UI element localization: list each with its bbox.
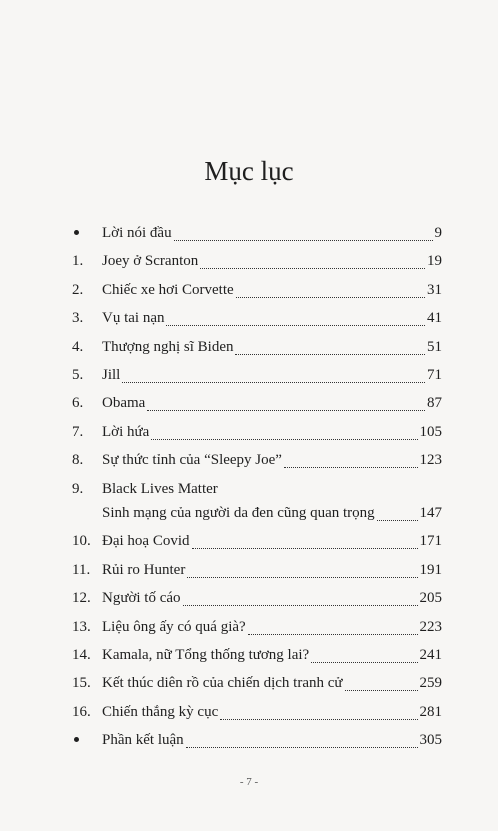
dot-leader (377, 520, 418, 521)
toc-entry (0, 586, 498, 610)
dot-leader (151, 439, 417, 440)
toc-entry-title: Chiếc xe hơi Corvette (102, 282, 234, 298)
dot-leader (345, 690, 418, 691)
toc-entry-number: 12. (72, 590, 91, 606)
toc-entry-title: Sự thức tỉnh của “Sleepy Joe” (102, 452, 282, 468)
toc-entry-number: 16. (72, 704, 91, 720)
toc-entry-page: 31 (427, 282, 442, 298)
dot-leader (235, 354, 425, 355)
toc-entry-number: 9. (72, 481, 84, 497)
page-title: Mục lục (204, 156, 294, 186)
toc-entry-number: 15. (72, 675, 91, 691)
toc-entry-number: 1. (72, 253, 84, 269)
toc-entry (0, 221, 498, 245)
toc-entry-line (102, 335, 442, 359)
dot-leader (174, 240, 433, 241)
toc-entry-title: Liệu ông ấy có quá già? (102, 619, 246, 635)
toc-entry-number: 10. (72, 533, 91, 549)
toc-entry (0, 728, 498, 752)
page-number: - 7 - (239, 776, 259, 788)
toc-entry (0, 448, 498, 472)
toc-entry-line (102, 420, 442, 444)
toc-entry-title: Rủi ro Hunter (102, 562, 186, 578)
toc-entry-line (102, 221, 442, 245)
bullet-icon (74, 737, 79, 742)
toc-entry-page: 9 (434, 225, 442, 241)
toc-entry-line (102, 306, 442, 330)
toc-entry (0, 420, 498, 444)
dot-leader (311, 662, 417, 663)
toc-entry-number: 6. (72, 395, 84, 411)
toc-entry (0, 529, 498, 553)
bullet-icon (74, 230, 79, 235)
toc-entry-line (102, 728, 442, 752)
toc-entry-number: 8. (72, 452, 84, 468)
dot-leader (248, 634, 418, 635)
toc-entry (0, 643, 498, 667)
dot-leader (187, 577, 417, 578)
toc-entry-continuation (0, 501, 498, 525)
toc-entry-number: 3. (72, 310, 84, 326)
toc-entry (0, 363, 498, 387)
toc-entry (0, 558, 498, 582)
toc-entry-number: 7. (72, 424, 84, 440)
toc-entry-title: Lời hứa (102, 424, 150, 440)
toc-entry (0, 477, 498, 501)
toc-entry (0, 700, 498, 724)
toc-entry-title: Lời nói đầu (102, 225, 172, 241)
toc-entry-line (102, 700, 442, 724)
toc-entry-number: 4. (72, 339, 84, 355)
toc-entry (0, 249, 498, 273)
toc-entry-line (102, 278, 442, 302)
toc-entry-page: 241 (419, 647, 442, 663)
toc-entry-line (102, 448, 442, 472)
toc-entry-number: 14. (72, 647, 91, 663)
toc-entry-title: Người tố cáo (102, 590, 181, 606)
toc-entry-line (102, 586, 442, 610)
toc-entry-line (102, 615, 442, 639)
toc-entry-title: Black Lives Matter (102, 481, 218, 497)
toc-entry-number: 5. (72, 367, 84, 383)
toc-entry (0, 671, 498, 695)
toc-entry-page: 123 (419, 452, 442, 468)
toc-entry-title: Chiến thắng kỳ cục (102, 704, 219, 720)
toc-entry-page: 281 (419, 704, 442, 720)
toc-entry-title: Obama (102, 395, 146, 411)
toc-entry-line (102, 671, 442, 695)
dot-leader (183, 605, 418, 606)
toc-entry-page: 147 (419, 505, 442, 521)
toc-entry-line (102, 558, 442, 582)
toc-entry-subtitle: Sinh mạng của người da đen cũng quan trọng (102, 505, 375, 521)
toc-entry-line (102, 529, 442, 553)
toc-entry-page: 87 (427, 395, 442, 411)
toc-entry-page: 19 (427, 253, 442, 269)
toc-entry-page: 223 (419, 619, 442, 635)
toc-entry-line (102, 501, 442, 525)
toc-entry-page: 105 (419, 424, 442, 440)
toc-entry-title: Đại hoạ Covid (102, 533, 190, 549)
toc-entry-title: Joey ở Scranton (102, 253, 199, 269)
toc-entry-page: 305 (419, 732, 442, 748)
toc-entry-number: 11. (72, 562, 91, 578)
dot-leader (220, 719, 417, 720)
toc-entry (0, 335, 498, 359)
dot-leader (200, 268, 425, 269)
toc-entry-line (102, 363, 442, 387)
dot-leader (192, 548, 418, 549)
toc-entry-title: Phần kết luận (102, 732, 184, 748)
dot-leader (166, 325, 425, 326)
toc-entry-line (102, 249, 442, 273)
toc-entry (0, 391, 498, 415)
toc-entry-line (102, 643, 442, 667)
toc-entry-page: 191 (419, 562, 442, 578)
toc-entry (0, 615, 498, 639)
toc-entry (0, 278, 498, 302)
dot-leader (186, 747, 418, 748)
toc-entry-page: 71 (427, 367, 442, 383)
toc-entry-page: 171 (419, 533, 442, 549)
toc-entry-title: Vụ tai nạn (102, 310, 165, 326)
toc-entry-page: 51 (427, 339, 442, 355)
toc-entry-page: 41 (427, 310, 442, 326)
toc-entry-number: 13. (72, 619, 91, 635)
toc-entry-title: Kết thúc diên rồ của chiến dịch tranh cử (102, 675, 343, 691)
toc-entry-title: Jill (102, 367, 121, 383)
toc-entry-page: 259 (419, 675, 442, 691)
dot-leader (236, 297, 425, 298)
toc-entry-title: Thượng nghị sĩ Biden (102, 339, 234, 355)
dot-leader (122, 382, 425, 383)
dot-leader (147, 410, 425, 411)
toc-entry (0, 306, 498, 330)
dot-leader (284, 467, 418, 468)
toc-entry-number: 2. (72, 282, 84, 298)
toc-entry-line (102, 391, 442, 415)
toc-entry-title: Kamala, nữ Tổng thống tương lai? (102, 647, 310, 663)
toc-entry-page: 205 (419, 590, 442, 606)
